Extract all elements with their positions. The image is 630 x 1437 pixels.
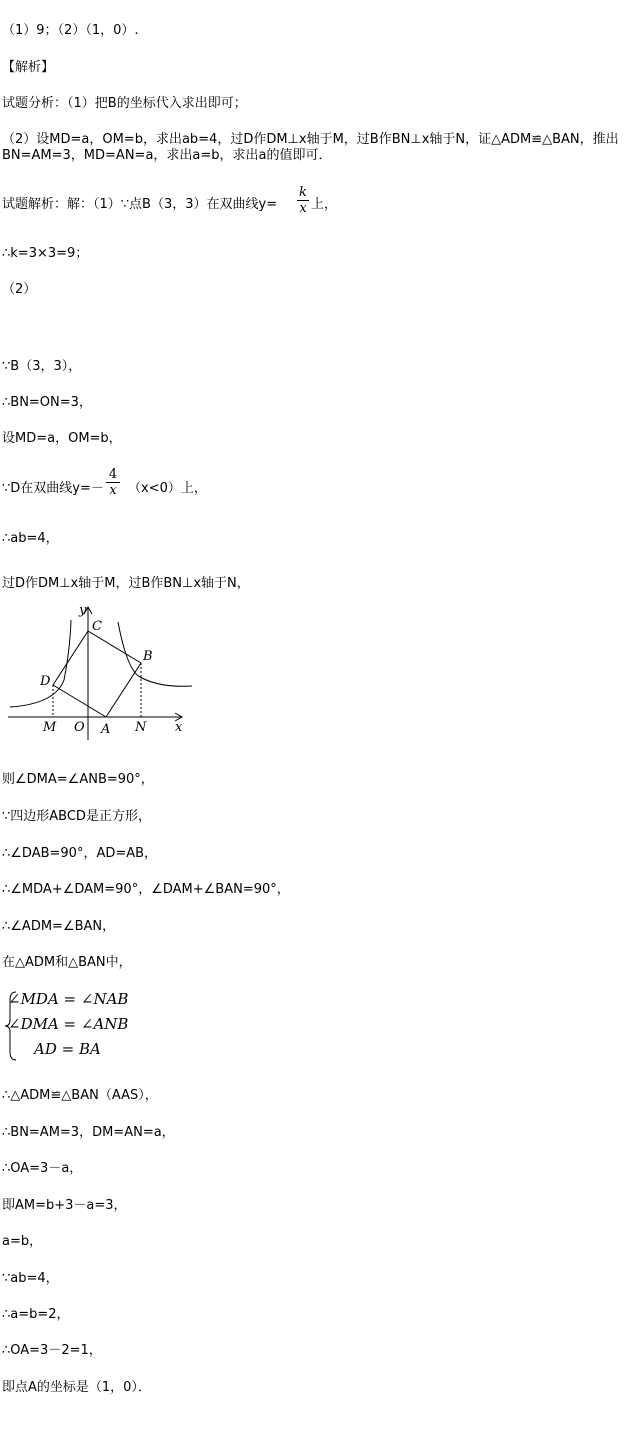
congruent: ∴△ADM≌△BAN（AAS）， [2,1088,158,1103]
label-a: A [101,722,111,737]
section-title: 【解析】 [2,60,55,75]
d-on-curve-head: ∵D在双曲线y=－ [2,481,104,496]
oa-equals-1: ∴OA=3－2=1， [2,1343,102,1358]
label-n: N [135,720,147,735]
because-b: ∵B（3，3）， [2,359,82,374]
congruence-system [2,990,162,1062]
label-c: C [92,619,102,634]
bn-am: ∴BN=AM=3，DM=AN=a， [2,1125,175,1140]
a-equals-b: a=b， [2,1234,43,1249]
label-d: D [40,674,51,689]
angle-adm-ban: ∴∠ADM=∠BAN， [2,919,116,934]
system-row-1: ∠MDA = ∠NAB [8,990,129,1008]
fraction-numerator: 4 [108,467,118,482]
system-row-2: ∠DMA = ∠ANB [8,1015,129,1033]
part2-label: （2） [2,282,37,297]
hyperbola-left-branch [10,620,71,707]
solution-intro [2,196,277,213]
in-triangles: 在△ADM和△BAN中， [2,955,132,970]
label-x: x [175,720,183,735]
conclusion: 即点A的坐标是（1，0）． [2,1380,151,1395]
square-abcd [53,631,141,717]
square-statement: ∵四边形ABCD是正方形， [2,809,151,824]
label-b: B [143,649,153,664]
ab-equals-4: ∴ab=4， [2,531,59,546]
a-b-equal-2: ∴a=b=2， [2,1307,70,1322]
fraction-4-over-x [106,467,120,498]
fraction-numerator: k [299,185,307,200]
set-md: 设MD=a，OM=b， [2,431,122,446]
fraction-denominator: x [109,483,117,498]
answer-line: （1）9；（2）（1，0）. [2,23,139,38]
ab-equals-4-again: ∵ab=4， [2,1271,59,1286]
label-o: O [74,720,85,735]
am-equation: 即AM=b+3－a=3， [2,1198,127,1213]
label-m: M [43,720,57,735]
k-result: ∴k=3×3=9； [2,246,89,261]
oa-expression: ∴OA=3－a， [2,1161,83,1176]
construction: 过D作DM⊥x轴于M，过B作BN⊥x轴于N， [2,576,250,591]
solution-intro-tail: 上， [311,197,338,212]
hyperbola-right-branch [118,622,192,686]
fraction-denominator: x [299,201,307,216]
bn-on: ∴BN=ON=3， [2,395,92,410]
fraction-k-over-x [297,185,309,216]
system-row-3: AD = BA [34,1040,101,1058]
analysis-part1: 试题分析：（1）把B的坐标代入求出即可； [2,96,247,111]
angle-dab: ∴∠DAB=90°，AD=AB， [2,846,158,861]
analysis-part2-line1: （2）设MD=a，OM=b，求出ab=4，过D作DM⊥x轴于M，过B作BN⊥x轴于N，证△ADM≌△BAN，推出 [2,132,619,147]
geometry-figure [0,600,200,745]
angles-equal: 则∠DMA=∠ANB=90°， [2,772,154,787]
label-y: y [79,603,87,618]
solution-intro-text: 试题解析：解：（1）∵点B（3，3）在双曲线y= [2,197,278,212]
angle-sums: ∴∠MDA+∠DAM=90°，∠DAM+∠BAN=90°， [2,882,290,897]
analysis-part2-line2: BN=AM=3，MD=AN=a，求出a=b，求出a的值即可． [2,148,332,163]
d-on-curve-tail: （x<0）上， [128,481,207,496]
